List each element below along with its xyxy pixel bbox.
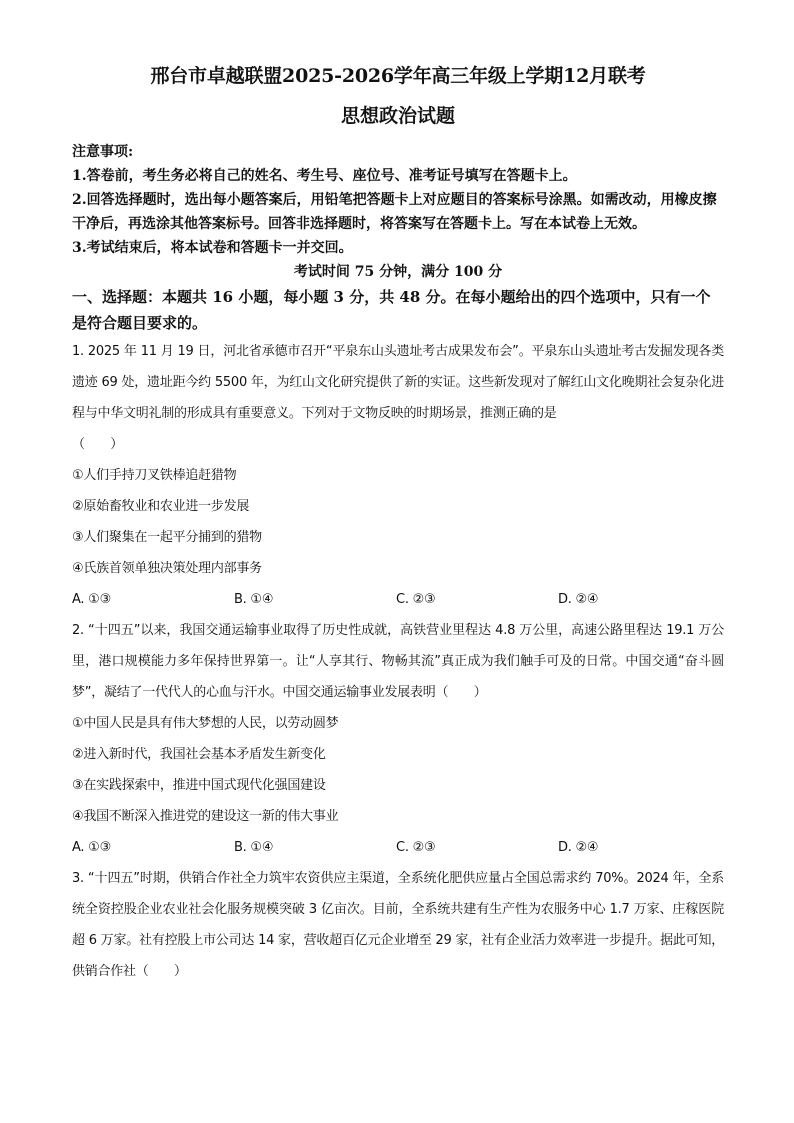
- exam-info: 考试时间 75 分钟，满分 100 分: [293, 264, 503, 280]
- statement: ③在实践探索中，推进中国式现代化强国建设: [72, 778, 326, 793]
- option-a[interactable]: A. ①③: [72, 840, 111, 855]
- notice-item: 1.答卷前，考生务必将自己的姓名、考生号、座位号、准考证号填写在答题卡上。: [72, 168, 577, 184]
- answer-options: [72, 832, 724, 863]
- question-stem: 3. “十四五”时期，供销合作社全力筑牢农资供应主渠道，全系统化肥供应量占全国总需求约 70%。2024 年，全系统全资控股企业农业社会化服务规模突破 3 亿亩次。目前，全系统共建有生产性为农服务中心 1.7 万家、庄稼医院超 6 万家。社有控股上市公司达 14 家，营收超百亿元企业增至 29 家，社有企业活力效率进一步提升。据此可知，供销合作社（ ）: [72, 871, 724, 979]
- option-d[interactable]: D. ②④: [558, 592, 599, 607]
- notice-item: 2.回答选择题时，选出每小题答案后，用铅笔把答题卡上对应题目的答案标号涂黑。如需改动，用橡皮擦干净后，再选涂其他答案标号。回答非选择题时，将答案写在答题卡上。写在本试卷上无效。: [72, 192, 717, 232]
- statement: ①中国人民是具有伟大梦想的人民，以劳动圆梦: [72, 716, 339, 731]
- question-3: [72, 863, 724, 987]
- question-stem: 1. 2025 年 11 月 19 日，河北省承德市召开“平泉东山头遗址考古成果发布会”。平泉东山头遗址考古发掘发现各类遗迹 69 处，遗址距今约 5500 年，为红山文化研究提供了新的实证。这些新发现对了解红山文化晚期社会复杂化进程与中华文明礼制的形成具有重要意义。下列对于文物反映的时期场景，推测正确的是: [72, 344, 724, 421]
- option-c[interactable]: C. ②③: [396, 840, 436, 855]
- statement: ③人们聚集在一起平分捕到的猎物: [72, 530, 262, 545]
- statement: ④我国不断深入推进党的建设这一新的伟大事业: [72, 809, 339, 824]
- page-subtitle: 思想政治试题: [340, 105, 455, 127]
- option-b[interactable]: B. ①④: [234, 592, 274, 607]
- answer-paren: （ ）: [72, 437, 124, 452]
- statement: ④氏族首领单独决策处理内部事务: [72, 561, 262, 576]
- notice-heading: 注意事项:: [72, 144, 134, 160]
- notice-item: 3.考试结束后，将本试卷和答题卡一并交回。: [72, 240, 353, 256]
- option-a[interactable]: A. ①③: [72, 592, 111, 607]
- notice-block: [72, 140, 724, 260]
- answer-options: [72, 584, 724, 615]
- exam-page: [72, 62, 724, 987]
- page-title: 邢台市卓越联盟2025-2026学年高三年级上学期12月联考: [150, 65, 646, 87]
- statement: ②原始畜牧业和农业进一步发展: [72, 499, 250, 514]
- option-b[interactable]: B. ①④: [234, 840, 274, 855]
- question-1: [72, 336, 724, 615]
- option-c[interactable]: C. ②③: [396, 592, 436, 607]
- section-heading: 一、选择题：本题共 16 小题，每小题 3 分，共 48 分。在每小题给出的四个选项中，只有一个是符合题目要求的。: [72, 288, 711, 332]
- option-d[interactable]: D. ②④: [558, 840, 599, 855]
- statement: ①人们手持刀叉铁棒追赶猎物: [72, 468, 237, 483]
- statement: ②进入新时代，我国社会基本矛盾发生新变化: [72, 747, 326, 762]
- question-stem: 2. “十四五”以来，我国交通运输事业取得了历史性成就，高铁营业里程达 4.8 万公里，高速公路里程达 19.1 万公里，港口规模能力多年保持世界第一。让“人享其行、物畅其流”真正成为我们触手可及的日常。中国交通“奋斗圆梦”，凝结了一代代人的心血与汗水。中国交通运输事业发展表明（ ）: [72, 623, 724, 700]
- question-2: [72, 615, 724, 863]
